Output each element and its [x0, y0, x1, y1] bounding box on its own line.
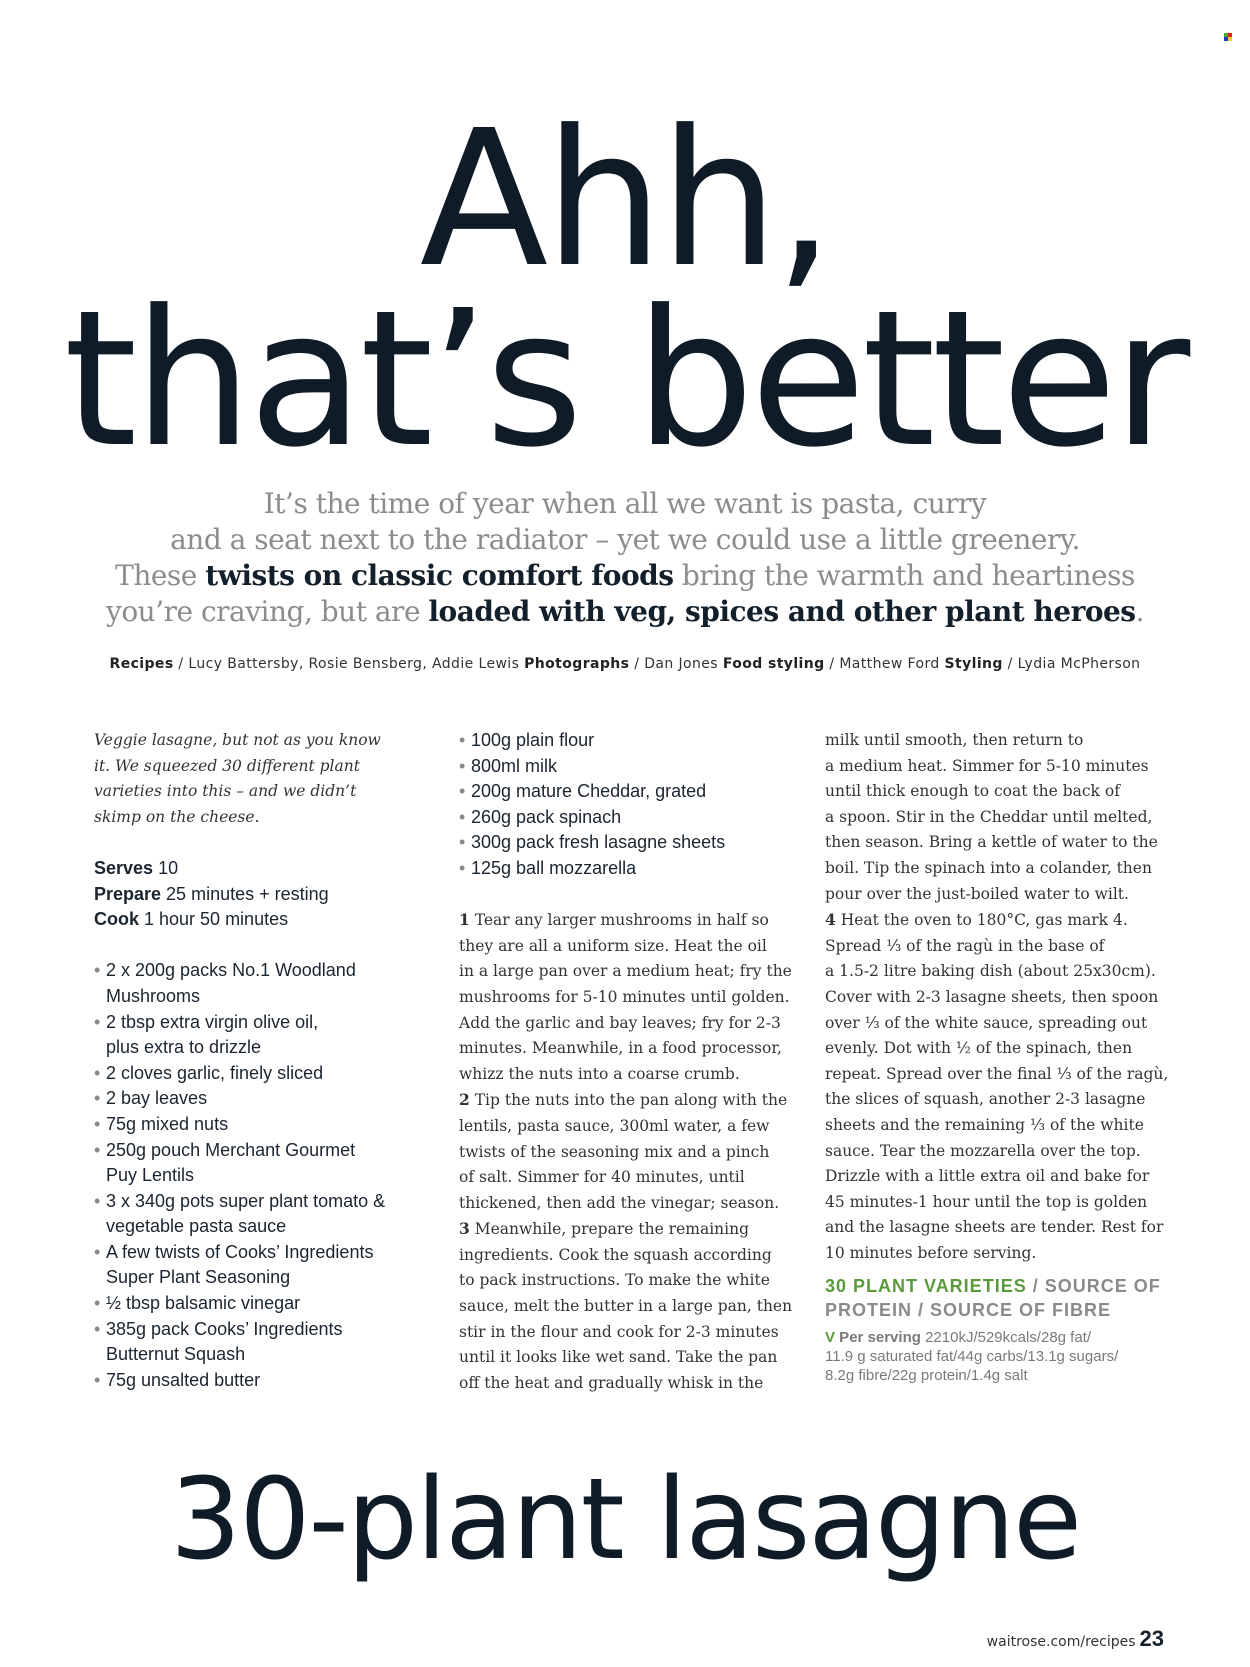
method-line [459, 959, 804, 985]
method-line [459, 1036, 804, 1062]
method-text: pour over the just-boiled water to wilt. [825, 884, 1129, 903]
meta-label: Serves [94, 857, 154, 878]
method-line [825, 1036, 1175, 1062]
step-number: 3 [459, 1219, 470, 1239]
method-line [825, 830, 1175, 856]
ingredient-line: • 250g pouch Merchant Gourmet [94, 1138, 439, 1164]
nutrition-info [825, 1328, 1175, 1385]
ingredient-line: Mushrooms [106, 985, 201, 1006]
intro-emphasis: loaded with veg, spices and other plant heroes [428, 595, 1136, 628]
ingredient-line: • 2 tbsp extra virgin olive oil, [94, 1010, 439, 1036]
method-line [459, 1320, 804, 1346]
method-text: they are all a uniform size. Heat the oil [459, 936, 767, 955]
ingredient-line: Super Plant Seasoning [106, 1267, 291, 1288]
intro-text: and a seat next to the radiator – yet we could use a little greenery. [170, 523, 1080, 556]
standfirst-line: skimp on the cheese. [94, 807, 260, 826]
intro-line [40, 522, 1210, 558]
ingredient-line: • 300g pack fresh lasagne sheets [459, 830, 804, 856]
meta-row [94, 907, 439, 933]
method-line [825, 1215, 1175, 1241]
ingredient-line: Puy Lentils [106, 1165, 195, 1186]
method-text: mushrooms for 5-10 minutes until golden. [459, 987, 790, 1006]
meta-value: 10 [153, 857, 179, 878]
ingredient-line: • 2 x 200g packs No.1 Woodland [94, 958, 439, 984]
method-text: over ⅓ of the white sauce, spreading out [825, 1013, 1148, 1032]
method-line [459, 1114, 804, 1140]
nutrition-line: 8.2g fibre/22g protein/1.4g salt [825, 1367, 1028, 1385]
method-line [825, 1113, 1175, 1139]
method-text: off the heat and gradually whisk in the [459, 1373, 764, 1392]
method-line [825, 1011, 1175, 1037]
ingredient-line: • 260g pack spinach [459, 805, 804, 831]
method-text: Tip the nuts into the pan along with the [469, 1091, 788, 1110]
method-line [825, 1164, 1175, 1190]
method-text: Spread ⅓ of the ragù in the base of [825, 936, 1105, 955]
ingredient-list-1 [94, 958, 439, 1393]
method-line [459, 1268, 804, 1294]
method-text: Meanwhile, prepare the remaining [469, 1220, 749, 1239]
credit-label: Styling [944, 656, 1003, 672]
method-text: sauce. Tear the mozzarella over the top. [825, 1141, 1141, 1160]
method-line [825, 805, 1175, 831]
method-part-2 [825, 728, 1175, 1266]
ingredient-line: • ½ tbsp balsamic vinegar [94, 1291, 439, 1317]
method-text: thickened, then add the vinegar; season. [459, 1193, 780, 1212]
method-text: 10 minutes before serving. [825, 1243, 1037, 1262]
ingredient-line: • 2 cloves garlic, finely sliced [94, 1061, 439, 1087]
method-line [459, 907, 804, 934]
intro-text: you’re craving, but are [106, 595, 429, 628]
method-text: Drizzle with a little extra oil and bake for [825, 1167, 1150, 1186]
method-text: in a large pan over a medium heat; fry the [459, 962, 792, 981]
method-line [825, 1241, 1175, 1267]
method-text: the slices of squash, another 2-3 lasagne [825, 1090, 1146, 1109]
method-text: milk until smooth, then return to [825, 731, 1084, 749]
ingredient-line: • 3 x 340g pots super plant tomato & [94, 1189, 439, 1215]
method-text: until thick enough to coat the back of [825, 782, 1120, 801]
method-text: sheets and the remaining ⅓ of the white [825, 1115, 1144, 1134]
step-number: 2 [459, 1090, 470, 1110]
nutrition-badges [825, 1274, 1175, 1322]
step-number: 1 [459, 910, 470, 930]
method-line [459, 1011, 804, 1037]
page-number: 23 [1139, 1626, 1164, 1651]
ingredient-line: plus extra to drizzle [106, 1037, 262, 1058]
method-text: stir in the flour and cook for 2-3 minutes [459, 1322, 779, 1341]
method-line [825, 959, 1175, 985]
ingredient-line: • 385g pack Cooks’ Ingredients [94, 1317, 439, 1343]
website-link[interactable]: waitrose.com/recipes [986, 1634, 1136, 1650]
meta-value: 25 minutes + resting [161, 883, 329, 904]
standfirst-line: Veggie lasagne, but not as you know [94, 731, 381, 749]
method-line [459, 985, 804, 1011]
method-line [825, 1139, 1175, 1165]
headline-line-1: Ahh, [419, 90, 831, 309]
credits-line [0, 656, 1250, 672]
per-serving-label: Per serving [835, 1329, 921, 1347]
credit-value: / Lucy Battersby, Rosie Bensberg, Addie Lewis [173, 656, 525, 672]
column-3 [825, 728, 1175, 1385]
ingredient-line: • 75g mixed nuts [94, 1112, 439, 1138]
ingredient-line: • A few twists of Cooks’ Ingredients [94, 1240, 439, 1266]
credit-value: / Dan Jones [629, 656, 723, 672]
method-line [459, 1345, 804, 1371]
meta-row [94, 882, 439, 908]
ingredient-line: vegetable pasta sauce [106, 1216, 287, 1237]
method-text: Heat the oven to 180°C, gas mark 4. [835, 911, 1128, 930]
meta-label: Prepare [94, 883, 162, 904]
method-line [459, 1087, 804, 1114]
standfirst [94, 728, 439, 830]
method-part-1 [459, 907, 804, 1396]
ingredient-list-2 [459, 728, 804, 882]
method-line [459, 934, 804, 960]
method-text: a 1.5-2 litre baking dish (about 25x30cm). [825, 962, 1156, 981]
method-line [825, 1190, 1175, 1216]
method-line [459, 1294, 804, 1320]
ingredient-line: • 800ml milk [459, 754, 804, 780]
method-text: 45 minutes-1 hour until the top is golden [825, 1192, 1148, 1211]
page-footer [987, 1626, 1164, 1652]
method-text: lentils, pasta sauce, 300ml water, a few [459, 1116, 770, 1135]
method-text: minutes. Meanwhile, in a food processor, [459, 1039, 782, 1058]
method-line [825, 728, 1175, 754]
method-text: sauce, melt the butter in a large pan, then [459, 1297, 793, 1316]
credit-label: Food styling [722, 656, 825, 672]
method-line [825, 934, 1175, 960]
method-text: Cover with 2-3 lasagne sheets, then spoon [825, 987, 1159, 1006]
method-text: Tear any larger mushrooms in half so [469, 911, 769, 930]
intro-paragraph [40, 486, 1210, 630]
method-line [825, 779, 1175, 805]
method-line [459, 1216, 804, 1243]
method-text: then season. Bring a kettle of water to the [825, 833, 1158, 852]
step-number: 4 [825, 910, 836, 930]
meta-row [94, 856, 439, 882]
method-text: until it looks like wet sand. Take the pan [459, 1348, 778, 1367]
credit-value: / Lydia McPherson [1002, 656, 1141, 672]
intro-line [40, 594, 1210, 630]
corner-logo [1224, 33, 1232, 41]
ingredient-line: • 100g plain flour [459, 728, 804, 754]
method-text: twists of the seasoning mix and a pinch [459, 1142, 770, 1161]
method-line [459, 1062, 804, 1088]
method-text: to pack instructions. To make the white [459, 1271, 770, 1290]
column-1 [94, 728, 439, 1393]
method-line [825, 985, 1175, 1011]
method-line [459, 1140, 804, 1166]
badge-protein-fibre: PROTEIN / SOURCE OF FIBRE [825, 1300, 1112, 1321]
intro-emphasis: twists on classic comfort foods [205, 559, 674, 592]
standfirst-line: it. We squeezed 30 different plant [94, 756, 360, 775]
column-2 [459, 728, 804, 1396]
meta-label: Cook [94, 909, 139, 930]
credit-value: / Matthew Ford [824, 656, 945, 672]
vegetarian-mark: V [825, 1329, 836, 1347]
ingredient-line: Butternut Squash [106, 1344, 246, 1365]
method-line [825, 856, 1175, 882]
method-line [825, 907, 1175, 934]
headline-line-2: that’s better [63, 270, 1187, 489]
method-text: a spoon. Stir in the Cheddar until melted, [825, 807, 1153, 826]
intro-text: . [1135, 595, 1144, 628]
method-line [459, 1165, 804, 1191]
badge-source-of: / SOURCE OF [1026, 1276, 1161, 1297]
intro-text: It’s the time of year when all we want is pasta, curry [263, 487, 987, 520]
standfirst-line: varieties into this – and we didn’t [94, 782, 357, 801]
intro-text: bring the warmth and heartiness [673, 559, 1135, 592]
method-text: a medium heat. Simmer for 5-10 minutes [825, 756, 1149, 775]
method-text: ingredients. Cook the squash according [459, 1245, 772, 1264]
method-text: repeat. Spread over the final ⅓ of the ragù, [825, 1064, 1169, 1083]
recipe-meta [94, 856, 439, 933]
ingredient-line: • 200g mature Cheddar, grated [459, 779, 804, 805]
method-text: Add the garlic and bay leaves; fry for 2-3 [459, 1013, 781, 1032]
intro-line [40, 486, 1210, 522]
intro-line [40, 558, 1210, 594]
intro-text: These [115, 559, 206, 592]
method-text: whizz the nuts into a coarse crumb. [459, 1064, 740, 1083]
method-line [459, 1371, 804, 1397]
meta-value: 1 hour 50 minutes [139, 909, 289, 930]
method-line [459, 1243, 804, 1269]
nutrition-line: 2210kJ/529kcals/28g fat/ [920, 1329, 1092, 1347]
method-line [825, 1062, 1175, 1088]
method-line [459, 1191, 804, 1217]
method-text: of salt. Simmer for 40 minutes, until [459, 1168, 745, 1187]
method-text: and the lasagne sheets are tender. Rest for [825, 1218, 1164, 1237]
method-text: boil. Tip the spinach into a colander, then [825, 858, 1152, 877]
recipe-title: 30-plant lasagne [170, 1455, 1080, 1585]
ingredient-line: • 2 bay leaves [94, 1086, 439, 1112]
ingredient-line: • 125g ball mozzarella [459, 856, 804, 882]
method-line [825, 754, 1175, 780]
credit-label: Photographs [524, 656, 630, 672]
method-line [825, 1087, 1175, 1113]
method-text: evenly. Dot with ½ of the spinach, then [825, 1039, 1133, 1058]
badge-plant-varieties: 30 PLANT VARIETIES [825, 1276, 1027, 1297]
method-line [825, 882, 1175, 908]
ingredient-line: • 75g unsalted butter [94, 1368, 439, 1394]
credit-label: Recipes [109, 656, 174, 672]
nutrition-line: 11.9 g saturated fat/44g carbs/13.1g sugars/ [825, 1348, 1119, 1366]
